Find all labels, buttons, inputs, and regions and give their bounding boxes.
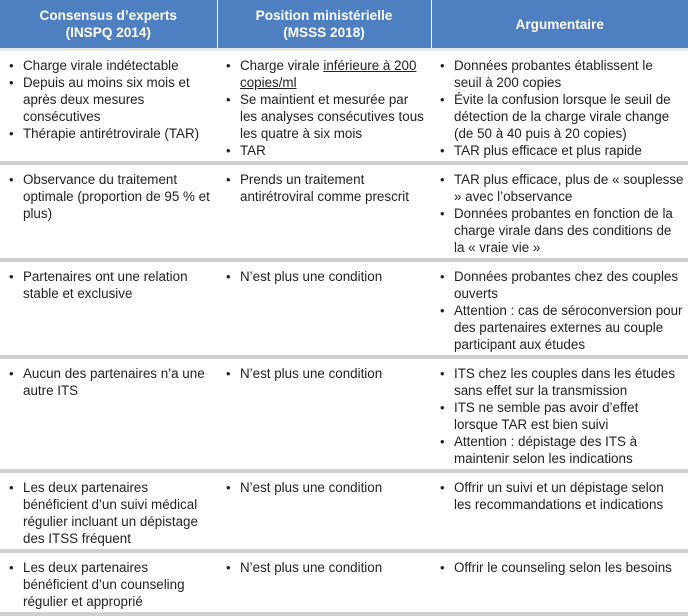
list-item: • Observance du traitement optimale (proportion de 95 % et plus) — [23, 171, 213, 222]
list-item: • Évite la confusion lorsque le seuil de détection de la charge virale change (de 50 à 40 puis à 20 copies) — [454, 91, 684, 142]
cell-argumentaire — [431, 471, 688, 551]
cell-argumentaire — [431, 163, 688, 260]
cell-ministerial-position — [217, 163, 431, 260]
list-item: • Aucun des partenaires n’a une autre ITS — [23, 365, 213, 399]
cell-expert-consensus — [0, 551, 217, 614]
header-ministerial-position — [217, 0, 431, 50]
list-item: • Prends un traitement antirétroviral comme prescrit — [240, 171, 427, 205]
bullet-list — [223, 57, 427, 159]
cell-ministerial-position — [217, 50, 431, 164]
bullet-list — [6, 559, 213, 610]
table-row — [0, 163, 688, 260]
bullet-list — [223, 365, 427, 382]
list-item-prefix: Charge virale — [240, 58, 324, 73]
header-expert-consensus — [0, 0, 217, 50]
bullet-list — [437, 171, 684, 256]
cell-expert-consensus — [0, 163, 217, 260]
list-item: • Thérapie antirétrovirale (TAR) — [23, 125, 213, 142]
header-col1-line2: (INSPQ 2014) — [65, 25, 151, 40]
list-item: • N’est plus une condition — [240, 268, 427, 285]
cell-ministerial-position — [217, 471, 431, 551]
list-item: • ITS chez les couples dans les études sans effet sur la transmission — [454, 365, 684, 399]
list-item: • Données probantes en fonction de la charge virale dans des conditions de la « vraie vie » — [454, 205, 684, 256]
cell-argumentaire — [431, 357, 688, 471]
bullet-list — [6, 268, 213, 302]
bullet-list — [223, 559, 427, 576]
list-item: • N’est plus une condition — [240, 559, 427, 576]
cell-expert-consensus — [0, 260, 217, 357]
list-item: • ITS ne semble pas avoir d’effet lorsque TAR est bien suivi — [454, 399, 684, 433]
list-item: • N’est plus une condition — [240, 365, 427, 382]
list-item: • Offrir le counseling selon les besoins — [454, 559, 684, 576]
header-col2-line2: (MSSS 2018) — [283, 25, 365, 40]
cell-ministerial-position — [217, 260, 431, 357]
list-item: • Les deux partenaires bénéficient d’un counseling régulier et approprié — [23, 559, 213, 610]
cell-expert-consensus — [0, 357, 217, 471]
bullet-list — [6, 171, 213, 222]
bullet-list — [437, 559, 684, 576]
bullet-list — [223, 268, 427, 285]
list-item: • TAR plus efficace, plus de « souplesse » avec l’observance — [454, 171, 684, 205]
list-item: • TAR — [240, 142, 427, 159]
list-item: • N’est plus une condition — [240, 479, 427, 496]
cell-argumentaire — [431, 260, 688, 357]
cell-argumentaire — [431, 50, 688, 164]
table-row — [0, 357, 688, 471]
table-row — [0, 471, 688, 551]
list-item: • Données probantes chez des couples ouverts — [454, 268, 684, 302]
header-col2-line1: Position ministérielle — [255, 8, 393, 23]
list-item: • Offrir un suivi et un dépistage selon les recommandations et indications — [454, 479, 684, 513]
list-item: • Depuis au moins six mois et après deux mesures consécutives — [23, 74, 213, 125]
cell-expert-consensus — [0, 50, 217, 164]
table-row — [0, 551, 688, 614]
list-item: • Partenaires ont une relation stable et exclusive — [23, 268, 213, 302]
bullet-list — [6, 365, 213, 399]
header-argumentaire: Argumentaire — [431, 0, 688, 50]
bullet-list — [6, 57, 213, 142]
bullet-list — [223, 171, 427, 205]
underlined-threshold: inférieure à 200 copies/ml — [240, 58, 417, 90]
list-item: • Attention : cas de séroconversion pour des partenaires externes au couple participant aux études — [454, 302, 684, 353]
table-row — [0, 260, 688, 357]
bullet-list — [437, 365, 684, 467]
table-header — [0, 0, 688, 50]
table-row — [0, 50, 688, 164]
header-col1-line1: Consensus d’experts — [39, 8, 177, 23]
list-item: • Attention : dépistage des ITS à maintenir selon les indications — [454, 433, 684, 467]
list-item: • TAR plus efficace et plus rapide — [454, 142, 684, 159]
cell-ministerial-position — [217, 551, 431, 614]
list-item — [240, 57, 427, 91]
list-item: • Charge virale indétectable — [23, 57, 213, 74]
bullet-list — [6, 479, 213, 547]
list-item: • Les deux partenaires bénéficient d’un suivi médical régulier incluant un dépistage des ITSS fréquent — [23, 479, 213, 547]
bullet-list — [223, 479, 427, 496]
bullet-list — [437, 268, 684, 353]
table-body — [0, 50, 688, 615]
bullet-list — [437, 479, 684, 513]
cell-expert-consensus — [0, 471, 217, 551]
list-item: • Données probantes établissent le seuil à 200 copies — [454, 57, 684, 91]
cell-argumentaire — [431, 551, 688, 614]
list-item: • Se maintient et mesurée par les analyses consécutives tous les quatre à six mois — [240, 91, 427, 142]
cell-ministerial-position — [217, 357, 431, 471]
bullet-list — [437, 57, 684, 159]
